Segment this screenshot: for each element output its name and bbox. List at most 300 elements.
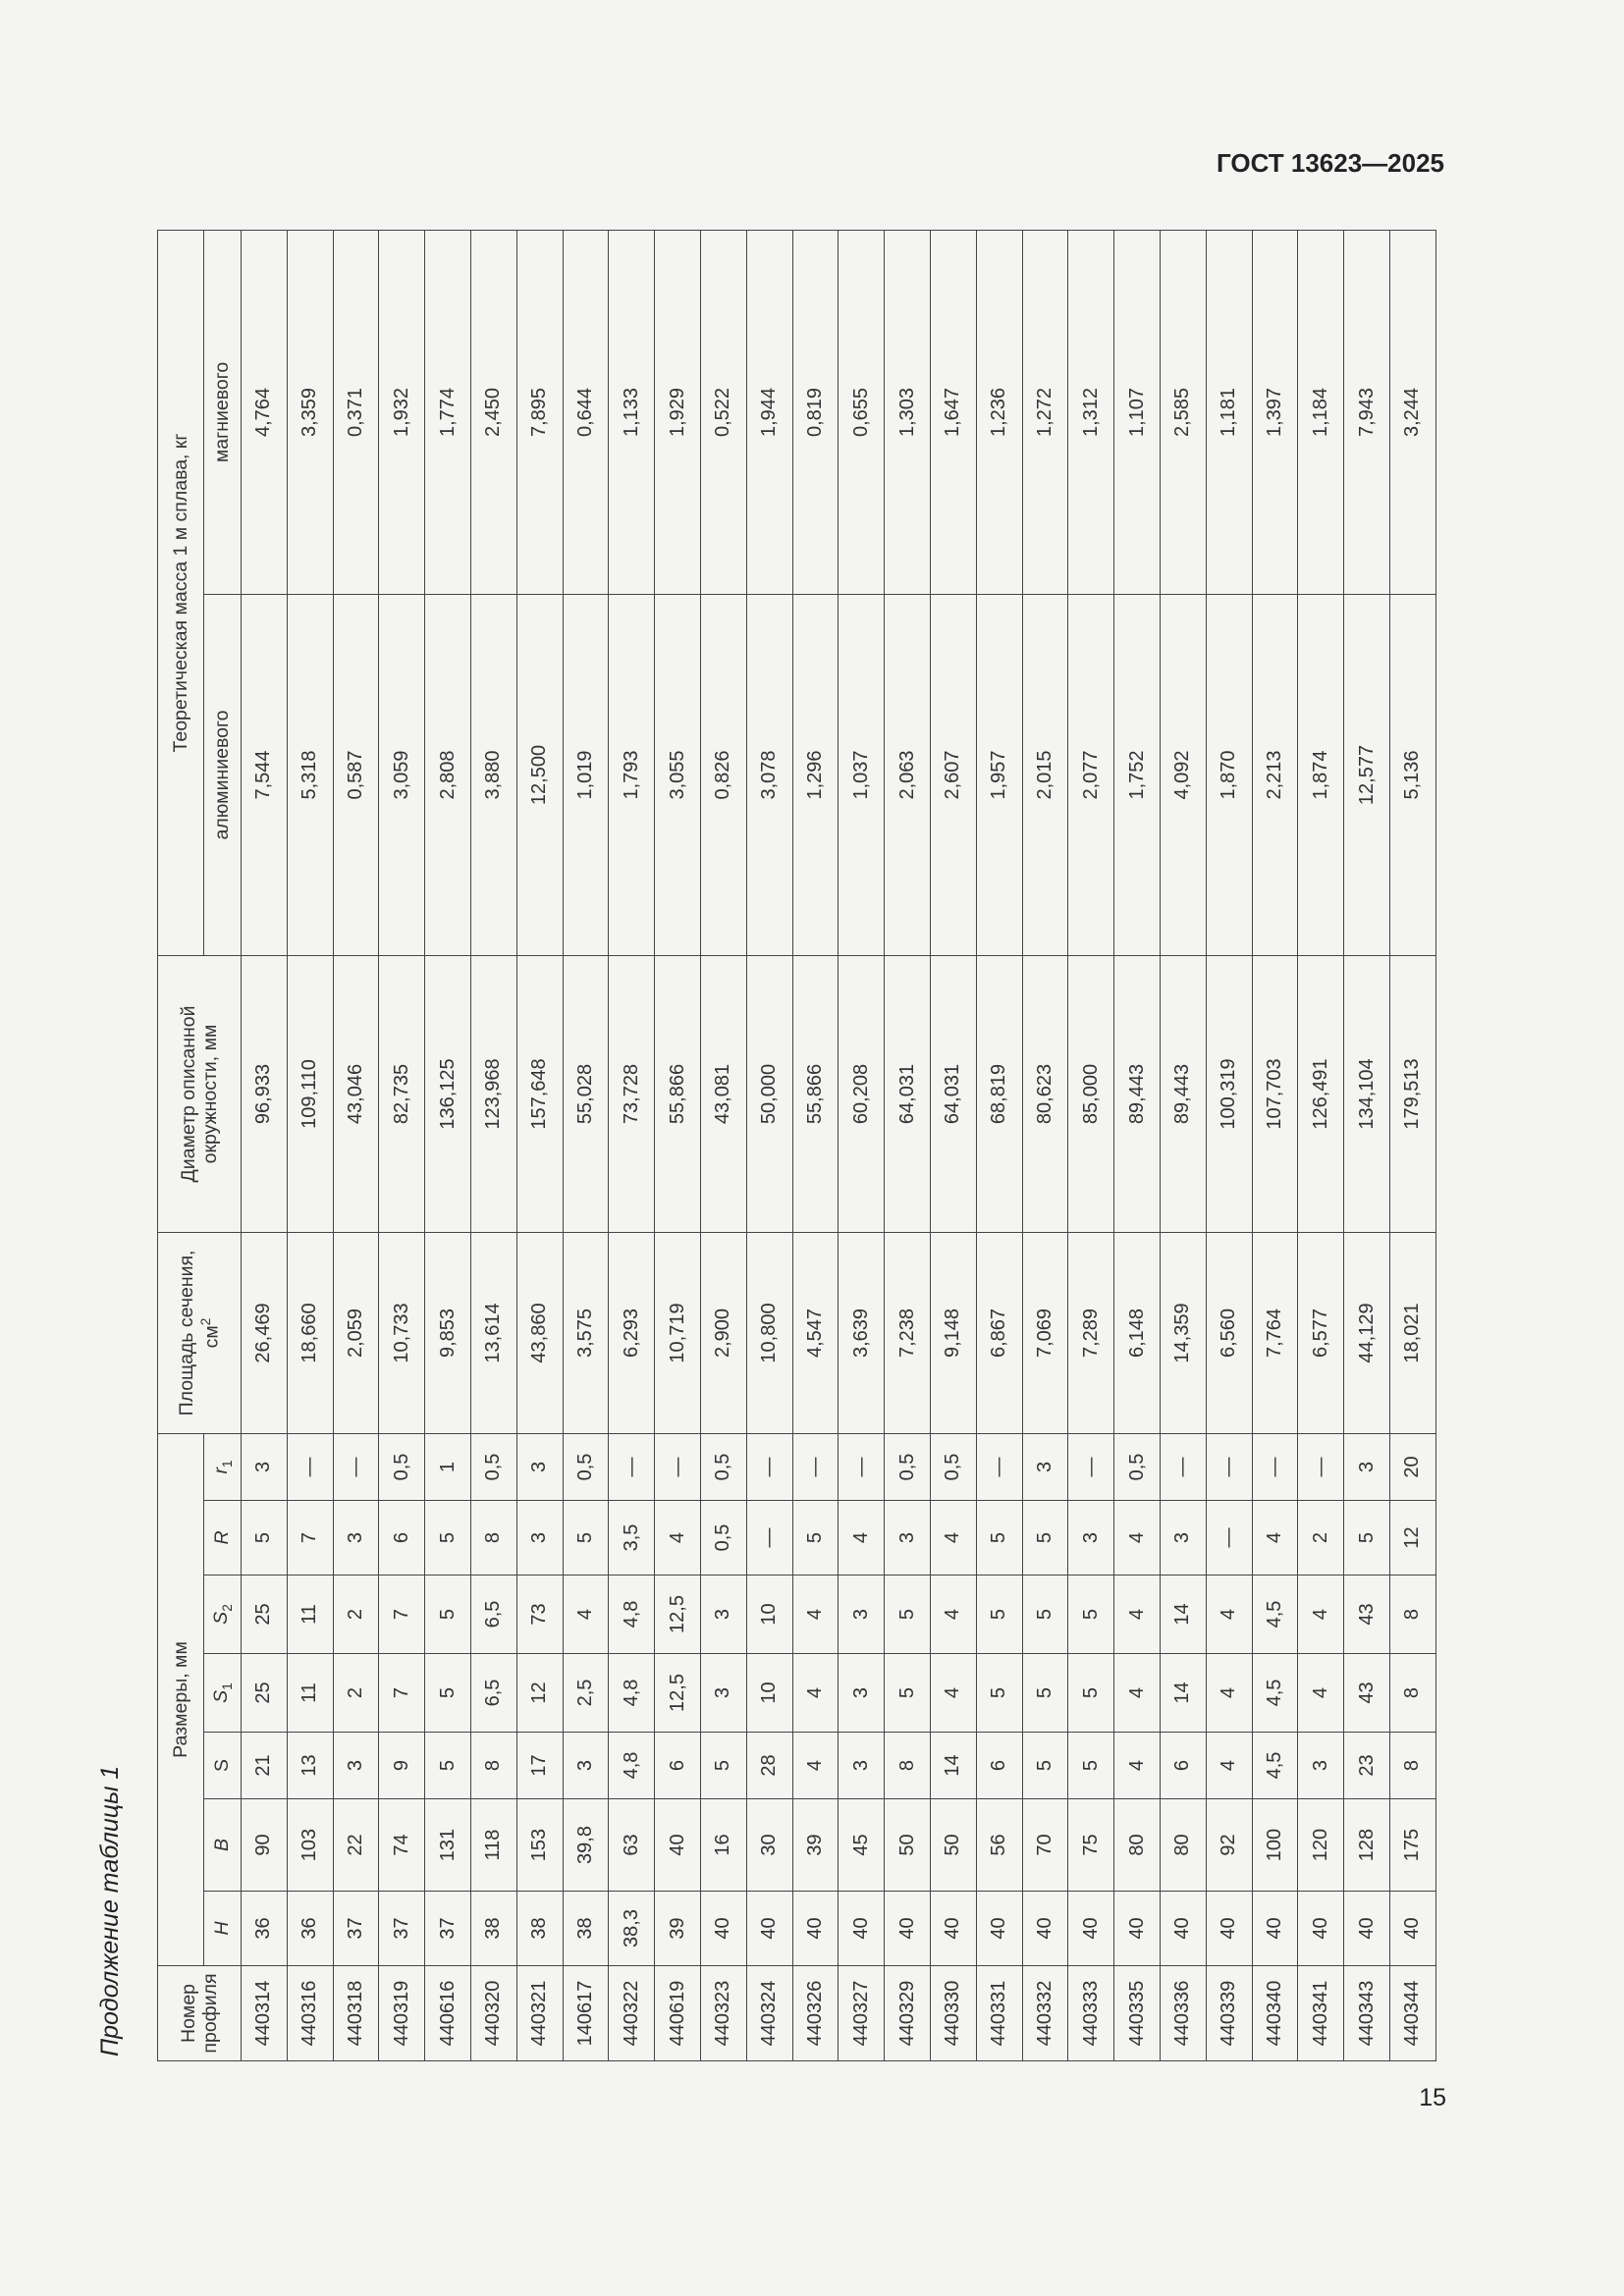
table-row — [885, 230, 931, 2060]
cell-area: 18,021 — [1389, 1232, 1435, 1433]
cell-B: 40 — [655, 1799, 701, 1892]
cell-magnesium: 1,647 — [930, 230, 976, 594]
cell-area: 6,560 — [1206, 1232, 1252, 1433]
cell-R: 5 — [1022, 1501, 1068, 1575]
cell-R: 0,5 — [700, 1501, 746, 1575]
cell-area: 10,800 — [746, 1232, 792, 1433]
cell-S1: 3 — [700, 1654, 746, 1733]
cell-R: 2 — [1298, 1501, 1344, 1575]
cell-area: 6,293 — [609, 1232, 655, 1433]
cell-S2: 12,5 — [655, 1575, 701, 1654]
cell-R: 5 — [976, 1501, 1022, 1575]
cell-S: 3 — [563, 1733, 609, 1799]
cell-diameter: 109,110 — [287, 955, 333, 1232]
table-rotator — [157, 230, 1436, 2061]
cell-S: 4 — [792, 1733, 839, 1799]
cell-B: 80 — [1114, 1799, 1161, 1892]
cell-r1: — — [655, 1433, 701, 1500]
cell-H: 40 — [885, 1892, 931, 1966]
cell-magnesium: 1,932 — [379, 230, 425, 594]
cell-R: 4 — [1114, 1501, 1161, 1575]
cell-S1: 5 — [425, 1654, 471, 1733]
cell-aluminum: 7,544 — [242, 594, 288, 955]
cell-r1: — — [1206, 1433, 1252, 1500]
col-S1-base: S — [209, 1689, 232, 1703]
cell-diameter: 89,443 — [1160, 955, 1206, 1232]
cell-r1: 0,5 — [379, 1433, 425, 1500]
cell-H: 40 — [976, 1892, 1022, 1966]
table-row — [516, 230, 563, 2060]
cell-S1: 5 — [885, 1654, 931, 1733]
cell-r1: 0,5 — [563, 1433, 609, 1500]
cell-diameter: 89,443 — [1114, 955, 1161, 1232]
cell-diameter: 55,028 — [563, 955, 609, 1232]
cell-S1: 43 — [1344, 1654, 1390, 1733]
cell-aluminum: 12,500 — [516, 594, 563, 955]
cell-area: 7,238 — [885, 1232, 931, 1433]
cell-B: 175 — [1389, 1799, 1435, 1892]
cell-S2: 10 — [746, 1575, 792, 1654]
cell-magnesium: 1,236 — [976, 230, 1022, 594]
table-caption: Продолжение таблицы 1 — [96, 1765, 124, 2056]
cell-H: 40 — [746, 1892, 792, 1966]
cell-area: 6,577 — [1298, 1232, 1344, 1433]
cell-aluminum: 2,063 — [885, 594, 931, 955]
table-row — [1114, 230, 1161, 2060]
cell-magnesium: 3,359 — [287, 230, 333, 594]
cell-diameter: 82,735 — [379, 955, 425, 1232]
cell-profile-no: 440331 — [976, 1966, 1022, 2061]
cell-r1: — — [792, 1433, 839, 1500]
cell-r1: 0,5 — [1114, 1433, 1161, 1500]
cell-r1: — — [1068, 1433, 1114, 1500]
cell-diameter: 43,046 — [333, 955, 379, 1232]
cell-S: 5 — [425, 1733, 471, 1799]
cell-H: 40 — [1022, 1892, 1068, 1966]
col-S2-sub: 2 — [219, 1604, 235, 1612]
cell-profile-no: 440319 — [379, 1966, 425, 2061]
table-row — [563, 230, 609, 2060]
cell-S2: 4 — [1298, 1575, 1344, 1654]
cell-diameter: 80,623 — [1022, 955, 1068, 1232]
cell-aluminum: 3,880 — [470, 594, 516, 955]
cell-S1: 4 — [930, 1654, 976, 1733]
cell-H: 40 — [1068, 1892, 1114, 1966]
cell-aluminum: 2,607 — [930, 594, 976, 955]
cell-R: — — [746, 1501, 792, 1575]
cell-B: 103 — [287, 1799, 333, 1892]
cell-area: 7,289 — [1068, 1232, 1114, 1433]
cell-R: 5 — [563, 1501, 609, 1575]
cell-H: 37 — [425, 1892, 471, 1966]
cell-S: 5 — [1068, 1733, 1114, 1799]
cell-R: 3 — [516, 1501, 563, 1575]
cell-H: 40 — [1160, 1892, 1206, 1966]
cell-H: 37 — [333, 1892, 379, 1966]
cell-H: 40 — [1114, 1892, 1161, 1966]
col-profile-no: Номер профиля — [158, 1966, 242, 2061]
cell-B: 128 — [1344, 1799, 1390, 1892]
table-row — [333, 230, 379, 2060]
cell-r1: — — [976, 1433, 1022, 1500]
col-B-label: B — [211, 1839, 234, 1852]
cell-S1: 4 — [1114, 1654, 1161, 1733]
cell-diameter: 107,703 — [1252, 955, 1298, 1232]
cell-B: 120 — [1298, 1799, 1344, 1892]
table-row — [1389, 230, 1435, 2060]
cell-R: 3 — [333, 1501, 379, 1575]
cell-r1: 20 — [1389, 1433, 1435, 1500]
cell-profile-no: 440339 — [1206, 1966, 1252, 2061]
cell-area: 14,359 — [1160, 1232, 1206, 1433]
table-row — [379, 230, 425, 2060]
cell-profile-no: 440322 — [609, 1966, 655, 2061]
cell-R: 4 — [655, 1501, 701, 1575]
cell-S1: 2,5 — [563, 1654, 609, 1733]
cell-aluminum: 0,587 — [333, 594, 379, 955]
cell-area: 13,614 — [470, 1232, 516, 1433]
cell-S1: 3 — [839, 1654, 885, 1733]
cell-magnesium: 7,895 — [516, 230, 563, 594]
cell-S: 9 — [379, 1733, 425, 1799]
cell-area: 6,867 — [976, 1232, 1022, 1433]
cell-S: 8 — [885, 1733, 931, 1799]
cell-S1: 4,5 — [1252, 1654, 1298, 1733]
table-row — [287, 230, 333, 2060]
cell-S1: 5 — [1022, 1654, 1068, 1733]
cell-diameter: 68,819 — [976, 955, 1022, 1232]
cell-r1: — — [1252, 1433, 1298, 1500]
cell-H: 38 — [470, 1892, 516, 1966]
cell-magnesium: 1,184 — [1298, 230, 1344, 594]
cell-S: 6 — [976, 1733, 1022, 1799]
cell-profile-no: 440318 — [333, 1966, 379, 2061]
table-row — [242, 230, 288, 2060]
cell-aluminum: 1,296 — [792, 594, 839, 955]
cell-B: 92 — [1206, 1799, 1252, 1892]
col-S: S — [204, 1733, 242, 1799]
cell-aluminum: 1,037 — [839, 594, 885, 955]
cell-S1: 25 — [242, 1654, 288, 1733]
cell-r1: 0,5 — [885, 1433, 931, 1500]
cell-area: 3,639 — [839, 1232, 885, 1433]
cell-H: 40 — [1298, 1892, 1344, 1966]
col-group-dimensions: Размеры, мм — [158, 1433, 204, 1965]
cell-S: 4,8 — [609, 1733, 655, 1799]
cell-r1: 0,5 — [930, 1433, 976, 1500]
cell-S2: 6,5 — [470, 1575, 516, 1654]
cell-R: 5 — [425, 1501, 471, 1575]
cell-H: 38,3 — [609, 1892, 655, 1966]
cell-S1: 2 — [333, 1654, 379, 1733]
cell-R: 4 — [930, 1501, 976, 1575]
cell-diameter: 64,031 — [885, 955, 931, 1232]
cell-R: 5 — [1344, 1501, 1390, 1575]
table-row — [1022, 230, 1068, 2060]
cell-S: 21 — [242, 1733, 288, 1799]
cell-area: 18,660 — [287, 1232, 333, 1433]
cell-magnesium: 4,764 — [242, 230, 288, 594]
table-row — [1344, 230, 1390, 2060]
cell-S: 5 — [1022, 1733, 1068, 1799]
cell-magnesium: 1,133 — [609, 230, 655, 594]
cell-r1: 3 — [1022, 1433, 1068, 1500]
cell-H: 40 — [839, 1892, 885, 1966]
cell-S2: 4,8 — [609, 1575, 655, 1654]
cell-magnesium: 1,397 — [1252, 230, 1298, 594]
standard-header: ГОСТ 13623—2025 — [1217, 148, 1444, 178]
cell-magnesium: 0,371 — [333, 230, 379, 594]
cell-H: 40 — [1344, 1892, 1390, 1966]
cell-magnesium: 1,107 — [1114, 230, 1161, 594]
table-row — [839, 230, 885, 2060]
cell-aluminum: 5,136 — [1389, 594, 1435, 955]
cell-r1: — — [746, 1433, 792, 1500]
cell-area: 44,129 — [1344, 1232, 1390, 1433]
cell-profile-no: 440320 — [470, 1966, 516, 2061]
cell-magnesium: 2,450 — [470, 230, 516, 594]
cell-magnesium: 1,181 — [1206, 230, 1252, 594]
cell-S2: 43 — [1344, 1575, 1390, 1654]
cell-S1: 4 — [1206, 1654, 1252, 1733]
cell-R: 5 — [792, 1501, 839, 1575]
cell-S: 13 — [287, 1733, 333, 1799]
cell-R: — — [1206, 1501, 1252, 1575]
table-row — [609, 230, 655, 2060]
cell-R: 12 — [1389, 1501, 1435, 1575]
cell-diameter: 64,031 — [930, 955, 976, 1232]
cell-diameter: 60,208 — [839, 955, 885, 1232]
col-S1 — [204, 1654, 242, 1733]
cell-profile-no: 140617 — [563, 1966, 609, 2061]
col-area-text: Площадь сечения, см — [176, 1250, 223, 1416]
cell-aluminum: 2,213 — [1252, 594, 1298, 955]
cell-S2: 11 — [287, 1575, 333, 1654]
table-row — [746, 230, 792, 2060]
cell-profile-no: 440619 — [655, 1966, 701, 2061]
cell-r1: 3 — [242, 1433, 288, 1500]
col-S2-base: S — [209, 1611, 232, 1625]
table-row — [930, 230, 976, 2060]
cell-aluminum: 0,826 — [700, 594, 746, 955]
cell-diameter: 134,104 — [1344, 955, 1390, 1232]
cell-diameter: 85,000 — [1068, 955, 1114, 1232]
cell-r1: 3 — [516, 1433, 563, 1500]
cell-magnesium: 1,774 — [425, 230, 471, 594]
cell-S2: 5 — [885, 1575, 931, 1654]
cell-magnesium: 0,644 — [563, 230, 609, 594]
cell-H: 39 — [655, 1892, 701, 1966]
cell-diameter: 73,728 — [609, 955, 655, 1232]
col-area-sup: 2 — [197, 1317, 213, 1326]
table-row — [792, 230, 839, 2060]
cell-profile-no: 440341 — [1298, 1966, 1344, 2061]
cell-H: 40 — [1252, 1892, 1298, 1966]
cell-r1: 3 — [1344, 1433, 1390, 1500]
cell-r1: — — [1160, 1433, 1206, 1500]
col-r1-base: r — [209, 1468, 232, 1474]
cell-profile-no: 440324 — [746, 1966, 792, 2061]
cell-aluminum: 1,870 — [1206, 594, 1252, 955]
cell-B: 74 — [379, 1799, 425, 1892]
cell-profile-no: 440336 — [1160, 1966, 1206, 2061]
cell-magnesium: 3,244 — [1389, 230, 1435, 594]
cell-B: 80 — [1160, 1799, 1206, 1892]
cell-magnesium: 1,303 — [885, 230, 931, 594]
cell-S2: 4 — [563, 1575, 609, 1654]
cell-profile-no: 440335 — [1114, 1966, 1161, 2061]
cell-profile-no: 440340 — [1252, 1966, 1298, 2061]
cell-area: 4,547 — [792, 1232, 839, 1433]
cell-r1: 0,5 — [470, 1433, 516, 1500]
cell-S2: 4 — [1206, 1575, 1252, 1654]
table-row — [470, 230, 516, 2060]
cell-diameter: 50,000 — [746, 955, 792, 1232]
cell-profile-no: 440323 — [700, 1966, 746, 2061]
cell-diameter: 157,648 — [516, 955, 563, 1232]
cell-area: 26,469 — [242, 1232, 288, 1433]
cell-S: 8 — [1389, 1733, 1435, 1799]
col-area — [158, 1232, 242, 1433]
cell-magnesium: 1,929 — [655, 230, 701, 594]
cell-diameter: 179,513 — [1389, 955, 1435, 1232]
cell-B: 56 — [976, 1799, 1022, 1892]
cell-diameter: 55,866 — [792, 955, 839, 1232]
cell-R: 7 — [287, 1501, 333, 1575]
cell-r1: — — [287, 1433, 333, 1500]
cell-profile-no: 440326 — [792, 1966, 839, 2061]
cell-S: 23 — [1344, 1733, 1390, 1799]
cell-aluminum: 4,092 — [1160, 594, 1206, 955]
cell-magnesium: 0,819 — [792, 230, 839, 594]
cell-R: 3 — [885, 1501, 931, 1575]
cell-aluminum: 1,957 — [976, 594, 1022, 955]
cell-H: 38 — [563, 1892, 609, 1966]
cell-aluminum: 2,077 — [1068, 594, 1114, 955]
cell-S1: 12,5 — [655, 1654, 701, 1733]
cell-diameter: 55,866 — [655, 955, 701, 1232]
cell-H: 40 — [1206, 1892, 1252, 1966]
table-body — [242, 230, 1436, 2060]
cell-profile-no: 440314 — [242, 1966, 288, 2061]
cell-S2: 2 — [333, 1575, 379, 1654]
cell-magnesium: 1,944 — [746, 230, 792, 594]
cell-B: 16 — [700, 1799, 746, 1892]
cell-area: 9,853 — [425, 1232, 471, 1433]
cell-r1: 0,5 — [700, 1433, 746, 1500]
cell-R: 5 — [242, 1501, 288, 1575]
cell-diameter: 126,491 — [1298, 955, 1344, 1232]
cell-profile-no: 440616 — [425, 1966, 471, 2061]
cell-S: 4 — [1206, 1733, 1252, 1799]
cell-S1: 4,8 — [609, 1654, 655, 1733]
cell-S: 28 — [746, 1733, 792, 1799]
cell-B: 39 — [792, 1799, 839, 1892]
cell-magnesium: 2,585 — [1160, 230, 1206, 594]
cell-S: 3 — [1298, 1733, 1344, 1799]
cell-S2: 5 — [1022, 1575, 1068, 1654]
cell-S2: 4,5 — [1252, 1575, 1298, 1654]
cell-B: 22 — [333, 1799, 379, 1892]
cell-B: 50 — [930, 1799, 976, 1892]
cell-S: 4 — [1114, 1733, 1161, 1799]
cell-S: 6 — [655, 1733, 701, 1799]
table-row — [1252, 230, 1298, 2060]
cell-profile-no: 440329 — [885, 1966, 931, 2061]
profiles-table — [157, 230, 1436, 2061]
cell-B: 100 — [1252, 1799, 1298, 1892]
cell-B: 70 — [1022, 1799, 1068, 1892]
cell-aluminum: 3,055 — [655, 594, 701, 955]
cell-S: 3 — [333, 1733, 379, 1799]
cell-S: 14 — [930, 1733, 976, 1799]
col-H-label: H — [211, 1921, 234, 1936]
cell-H: 40 — [792, 1892, 839, 1966]
cell-S1: 5 — [1068, 1654, 1114, 1733]
col-S1-sub: 1 — [219, 1682, 235, 1690]
cell-S2: 4 — [930, 1575, 976, 1654]
cell-R: 6 — [379, 1501, 425, 1575]
cell-H: 40 — [930, 1892, 976, 1966]
cell-S: 4,5 — [1252, 1733, 1298, 1799]
cell-S2: 8 — [1389, 1575, 1435, 1654]
cell-profile-no: 440332 — [1022, 1966, 1068, 2061]
cell-S1: 11 — [287, 1654, 333, 1733]
col-R-label: R — [211, 1530, 234, 1545]
cell-aluminum: 1,874 — [1298, 594, 1344, 955]
cell-R: 4 — [1252, 1501, 1298, 1575]
cell-H: 38 — [516, 1892, 563, 1966]
cell-area: 7,069 — [1022, 1232, 1068, 1433]
cell-R: 4 — [839, 1501, 885, 1575]
cell-profile-no: 440327 — [839, 1966, 885, 2061]
cell-B: 153 — [516, 1799, 563, 1892]
cell-profile-no: 440330 — [930, 1966, 976, 2061]
cell-B: 45 — [839, 1799, 885, 1892]
cell-B: 131 — [425, 1799, 471, 1892]
cell-aluminum: 1,793 — [609, 594, 655, 955]
col-R — [204, 1501, 242, 1575]
table-row — [1298, 230, 1344, 2060]
cell-r1: — — [609, 1433, 655, 1500]
cell-S2: 73 — [516, 1575, 563, 1654]
cell-H: 36 — [242, 1892, 288, 1966]
col-diameter: Диаметр описанной окружности, мм — [158, 955, 242, 1232]
cell-area: 10,733 — [379, 1232, 425, 1433]
cell-S2: 5 — [425, 1575, 471, 1654]
cell-S: 6 — [1160, 1733, 1206, 1799]
cell-diameter: 100,319 — [1206, 955, 1252, 1232]
cell-S1: 12 — [516, 1654, 563, 1733]
cell-S2: 4 — [1114, 1575, 1161, 1654]
col-r1-sub: 1 — [219, 1460, 235, 1468]
table-row — [655, 230, 701, 2060]
cell-R: 8 — [470, 1501, 516, 1575]
cell-aluminum: 3,059 — [379, 594, 425, 955]
table-row — [1206, 230, 1252, 2060]
col-magnesium: магниевого — [204, 230, 242, 594]
cell-aluminum: 5,318 — [287, 594, 333, 955]
table-row — [425, 230, 471, 2060]
cell-S1: 4 — [792, 1654, 839, 1733]
cell-profile-no: 440316 — [287, 1966, 333, 2061]
cell-aluminum: 2,808 — [425, 594, 471, 955]
cell-B: 30 — [746, 1799, 792, 1892]
cell-magnesium: 0,655 — [839, 230, 885, 594]
table-row — [1160, 230, 1206, 2060]
cell-S1: 8 — [1389, 1654, 1435, 1733]
table-row — [1068, 230, 1114, 2060]
